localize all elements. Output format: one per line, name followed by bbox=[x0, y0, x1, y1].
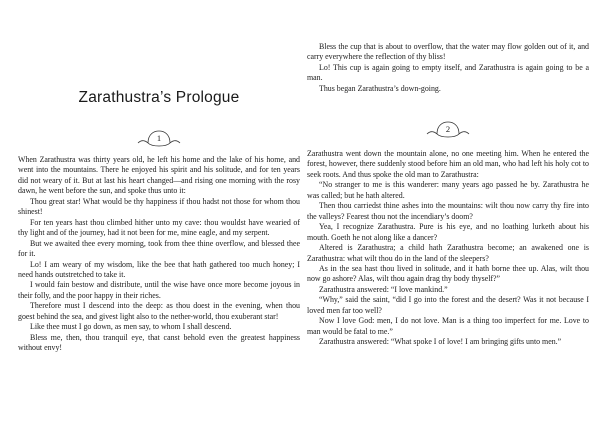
paragraph: I would fain bestow and distribute, until the wise have once more become joyous in their folly, and the poor happy in their riches. bbox=[18, 280, 300, 300]
paragraph: “No stranger to me is this wanderer: many years ago passed he by. Zarathustra he was called; but he hath altered. bbox=[307, 180, 589, 200]
paragraph: Then thou carriedst thine ashes into the mountains: wilt thou now carry thy fire into the valleys? Fearest thou not the incendiary’s doom? bbox=[307, 201, 589, 221]
paragraph: Yea, I recognize Zarathustra. Pure is his eye, and no loathing lurketh about his mouth. Goeth he not along like a dancer? bbox=[307, 222, 589, 242]
section-1-body bbox=[18, 155, 300, 354]
left-page bbox=[18, 0, 300, 432]
paragraph: Thou great star! What would be thy happiness if thou hadst not those for whom thou shinest! bbox=[18, 196, 300, 217]
paragraph: Bless the cup that is about to overflow, that the water may flow golden out of it, and carry everywhere the reflection of thy bliss! bbox=[307, 42, 589, 62]
paragraph: “Why,” said the saint, “did I go into the forest and the desert? Was it not because I loved men far too well? bbox=[307, 295, 589, 315]
chapter-title: Zarathustra’s Prologue bbox=[78, 89, 240, 106]
paragraph: Thus began Zarathustra’s down-going. bbox=[319, 83, 441, 93]
paragraph: When Zarathustra was thirty years old, he left his home and the lake of his home, and went into the mountains. There he enjoyed his spirit and his solitude, and for ten years did not weary of it. But at last his heart changed—and rising one morning with the rosy dawn, he went before the sun, and spoke thus unto it: bbox=[18, 155, 300, 196]
paragraph: Zarathustra went down the mountain alone, no one meeting him. When he entered the forest, however, there suddenly stood before him an old man, who had left his holy cot to seek roots. And thus spoke the old man to Zarathustra: bbox=[307, 149, 589, 179]
section-2-body bbox=[307, 149, 589, 348]
paragraph: Therefore must I descend into the deep: as thou doest in the evening, when thou goest behind the sea, and givest light also to the nether-world, thou exuberant star! bbox=[18, 301, 300, 321]
paragraph: Now I love God: men, I do not love. Man is a thing too imperfect for me. Love to man would be fatal to me.” bbox=[307, 316, 589, 336]
paragraph: Zarathustra answered: “What spoke I of love! I am bringing gifts unto men.” bbox=[319, 337, 562, 347]
paragraph: Altered is Zarathustra; a child hath Zarathustra become; an awakened one is Zarathustra: what wilt thou do in the land of the sleepers? bbox=[307, 243, 589, 263]
section-1-continuation bbox=[307, 42, 589, 94]
paragraph: Like thee must I go down, as men say, to whom I shall descend. bbox=[30, 322, 232, 332]
section-number: 1 bbox=[156, 133, 162, 143]
paragraph: Lo! This cup is again going to empty itself, and Zarathustra is again going to be a man. bbox=[307, 62, 589, 83]
paragraph: As in the sea hast thou lived in solitude, and it hath borne thee up. Alas, wilt thou now go ashore? Alas, wilt thou again drag thy body thyself?” bbox=[307, 263, 589, 284]
right-page bbox=[307, 0, 589, 432]
paragraph: But we awaited thee every morning, took from thee thine overflow, and blessed thee for it. bbox=[18, 238, 300, 259]
paragraph: For ten years hast thou climbed hither unto my cave: thou wouldst have wearied of thy light and of the journey, had it not been for me, mine eagle, and my serpent. bbox=[18, 217, 300, 238]
paragraph: Zarathustra answered: “I love mankind.” bbox=[319, 284, 448, 294]
section-ornament-1 bbox=[134, 128, 184, 152]
paragraph: Lo! I am weary of my wisdom, like the bee that hath gathered too much honey; I need hands outstretched to take it. bbox=[18, 259, 300, 279]
section-number: 2 bbox=[445, 124, 451, 134]
section-ornament-2 bbox=[423, 119, 473, 143]
paragraph: Bless me, then, thou tranquil eye, that canst behold even the greatest happiness without envy! bbox=[18, 332, 300, 353]
